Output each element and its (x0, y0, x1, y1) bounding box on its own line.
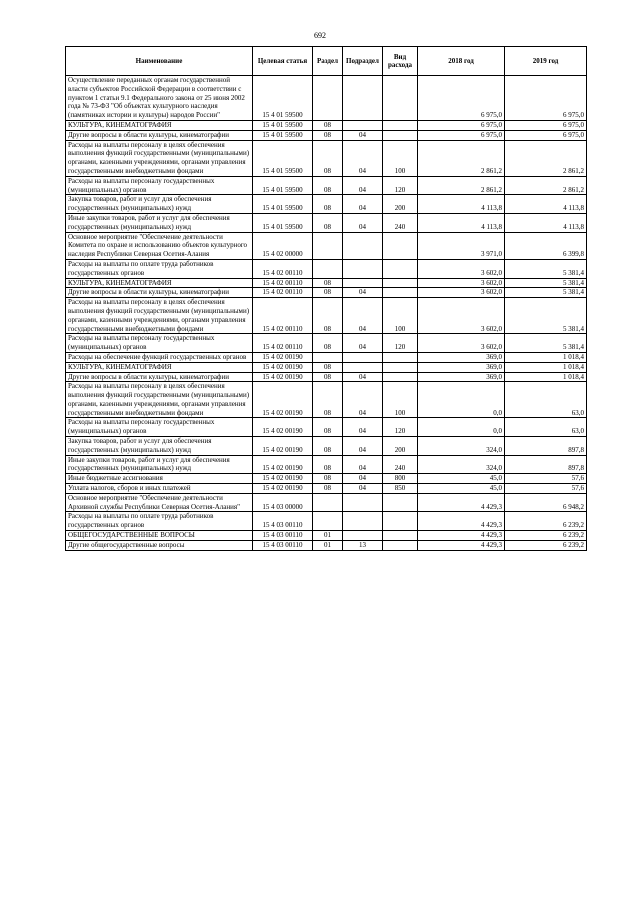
row-name: КУЛЬТУРА, КИНЕМАТОГРАФИЯ (66, 120, 253, 130)
table-row (66, 195, 587, 214)
row-subsection: 04 (343, 195, 383, 214)
row-section: 01 (313, 540, 343, 550)
row-amount-2019: 6 239,2 (505, 512, 587, 531)
row-amount-2018: 369,0 (418, 372, 505, 382)
row-section (313, 76, 343, 121)
row-name: Закупка товаров, работ и услуг для обеспечения государственных (муниципальных) нужд (66, 195, 253, 214)
row-subsection (343, 512, 383, 531)
row-target: 15 4 03 00110 (253, 540, 313, 550)
row-subsection: 04 (343, 474, 383, 484)
table-body (66, 76, 587, 551)
row-subsection: 13 (343, 540, 383, 550)
row-expense-type (383, 540, 418, 550)
row-amount-2018: 2 861,2 (418, 176, 505, 195)
row-name: Основное мероприятие "Обеспечение деятельности Комитета по охране и использованию объектов культурного наследия Республики Северная Осетия-Алания (66, 232, 253, 259)
row-name: Расходы на выплаты персоналу государственных (муниципальных) органов (66, 418, 253, 437)
row-subsection (343, 278, 383, 288)
row-expense-type (383, 259, 418, 278)
row-amount-2019: 6 948,2 (505, 493, 587, 512)
row-expense-type (383, 362, 418, 372)
row-target: 15 4 01 59500 (253, 213, 313, 232)
row-subsection: 04 (343, 418, 383, 437)
table-header-row (66, 47, 587, 76)
table-row (66, 278, 587, 288)
row-amount-2019: 6 975,0 (505, 130, 587, 140)
row-target: 15 4 02 00190 (253, 474, 313, 484)
row-expense-type (383, 76, 418, 121)
row-amount-2018: 45,0 (418, 484, 505, 494)
row-amount-2018: 4 113,8 (418, 195, 505, 214)
row-amount-2018: 4 113,8 (418, 213, 505, 232)
table-row (66, 213, 587, 232)
row-subsection: 04 (343, 484, 383, 494)
header-target: Целевая статья (253, 47, 313, 76)
row-section: 01 (313, 531, 343, 541)
row-section: 08 (313, 382, 343, 418)
row-amount-2018: 3 602,0 (418, 298, 505, 334)
row-target: 15 4 02 00190 (253, 484, 313, 494)
row-subsection: 04 (343, 176, 383, 195)
row-subsection (343, 76, 383, 121)
row-expense-type: 120 (383, 176, 418, 195)
row-expense-type (383, 352, 418, 362)
table-row (66, 176, 587, 195)
row-target: 15 4 02 00110 (253, 334, 313, 353)
row-expense-type: 100 (383, 140, 418, 176)
row-amount-2019: 897,8 (505, 437, 587, 456)
row-name: Другие вопросы в области культуры, кинематографии (66, 372, 253, 382)
row-amount-2019: 6 975,0 (505, 120, 587, 130)
row-target: 15 4 03 00110 (253, 531, 313, 541)
row-expense-type (383, 232, 418, 259)
row-name: Закупка товаров, работ и услуг для обеспечения государственных (муниципальных) нужд (66, 437, 253, 456)
row-name: Расходы на обеспечение функций государственных органов (66, 352, 253, 362)
row-amount-2019: 5 381,4 (505, 288, 587, 298)
row-expense-type: 120 (383, 418, 418, 437)
row-amount-2018: 6 975,0 (418, 130, 505, 140)
row-expense-type: 200 (383, 437, 418, 456)
row-section: 08 (313, 474, 343, 484)
row-name: Другие общегосударственные вопросы (66, 540, 253, 550)
row-section: 08 (313, 372, 343, 382)
row-amount-2018: 3 971,0 (418, 232, 505, 259)
row-name: Другие вопросы в области культуры, кинематографии (66, 288, 253, 298)
row-amount-2019: 1 018,4 (505, 372, 587, 382)
table-row (66, 493, 587, 512)
row-section (313, 512, 343, 531)
row-amount-2018: 4 429,3 (418, 531, 505, 541)
row-amount-2019: 4 113,8 (505, 195, 587, 214)
row-expense-type (383, 512, 418, 531)
row-amount-2018: 4 429,3 (418, 512, 505, 531)
row-section: 08 (313, 298, 343, 334)
row-target: 15 4 02 00110 (253, 259, 313, 278)
row-name: Расходы на выплаты по оплате труда работников государственных органов (66, 259, 253, 278)
row-name: КУЛЬТУРА, КИНЕМАТОГРАФИЯ (66, 362, 253, 372)
row-amount-2018: 3 602,0 (418, 334, 505, 353)
row-subsection: 04 (343, 140, 383, 176)
table-row (66, 362, 587, 372)
row-target: 15 4 01 59500 (253, 176, 313, 195)
header-2018: 2018 год (418, 47, 505, 76)
table-row (66, 120, 587, 130)
row-amount-2018: 4 429,3 (418, 493, 505, 512)
table-row (66, 484, 587, 494)
row-target: 15 4 02 00190 (253, 455, 313, 474)
row-amount-2019: 63,0 (505, 418, 587, 437)
row-amount-2019: 6 239,2 (505, 531, 587, 541)
row-expense-type (383, 120, 418, 130)
row-amount-2018: 324,0 (418, 455, 505, 474)
row-name: Расходы на выплаты персоналу государственных (муниципальных) органов (66, 176, 253, 195)
row-section: 08 (313, 484, 343, 494)
row-amount-2018: 6 975,0 (418, 76, 505, 121)
row-section: 08 (313, 362, 343, 372)
table-row (66, 130, 587, 140)
row-amount-2019: 57,6 (505, 474, 587, 484)
row-target: 15 4 03 00110 (253, 512, 313, 531)
row-expense-type: 120 (383, 334, 418, 353)
row-amount-2018: 0,0 (418, 418, 505, 437)
row-subsection (343, 531, 383, 541)
row-target: 15 4 03 00000 (253, 493, 313, 512)
row-section: 08 (313, 334, 343, 353)
row-section: 08 (313, 288, 343, 298)
table-row (66, 455, 587, 474)
table-row (66, 334, 587, 353)
row-target: 15 4 02 00110 (253, 278, 313, 288)
row-target: 15 4 02 00190 (253, 362, 313, 372)
row-section: 08 (313, 437, 343, 456)
row-target: 15 4 02 00190 (253, 418, 313, 437)
row-name: ОБЩЕГОСУДАРСТВЕННЫЕ ВОПРОСЫ (66, 531, 253, 541)
row-subsection (343, 120, 383, 130)
table-row (66, 531, 587, 541)
row-section: 08 (313, 195, 343, 214)
row-amount-2019: 5 381,4 (505, 278, 587, 288)
row-name: Уплата налогов, сборов и иных платежей (66, 484, 253, 494)
table-row (66, 382, 587, 418)
row-section (313, 232, 343, 259)
row-subsection: 04 (343, 372, 383, 382)
row-subsection (343, 259, 383, 278)
row-amount-2019: 5 381,4 (505, 334, 587, 353)
header-2019: 2019 год (505, 47, 587, 76)
table-row (66, 418, 587, 437)
table-row (66, 140, 587, 176)
row-expense-type: 850 (383, 484, 418, 494)
row-section: 08 (313, 418, 343, 437)
row-amount-2018: 3 602,0 (418, 278, 505, 288)
row-name: Другие вопросы в области культуры, кинематографии (66, 130, 253, 140)
row-amount-2019: 6 975,0 (505, 76, 587, 121)
row-amount-2018: 6 975,0 (418, 120, 505, 130)
header-name: Наименование (66, 47, 253, 76)
row-expense-type (383, 288, 418, 298)
row-subsection (343, 493, 383, 512)
row-amount-2018: 4 429,3 (418, 540, 505, 550)
table-row (66, 76, 587, 121)
row-section: 08 (313, 120, 343, 130)
row-name: Основное мероприятие "Обеспечение деятельности Архивной службы Республики Северная Осетия-Алания" (66, 493, 253, 512)
row-subsection: 04 (343, 298, 383, 334)
row-expense-type: 200 (383, 195, 418, 214)
row-section: 08 (313, 176, 343, 195)
row-subsection: 04 (343, 437, 383, 456)
row-amount-2018: 2 861,2 (418, 140, 505, 176)
row-target: 15 4 02 00190 (253, 382, 313, 418)
row-target: 15 4 02 00190 (253, 437, 313, 456)
row-amount-2019: 57,6 (505, 484, 587, 494)
row-amount-2019: 63,0 (505, 382, 587, 418)
row-subsection: 04 (343, 334, 383, 353)
row-amount-2019: 6 399,8 (505, 232, 587, 259)
row-name: Иные бюджетные ассигнования (66, 474, 253, 484)
row-name: КУЛЬТУРА, КИНЕМАТОГРАФИЯ (66, 278, 253, 288)
row-target: 15 4 01 59500 (253, 76, 313, 121)
row-expense-type: 240 (383, 455, 418, 474)
row-amount-2019: 2 861,2 (505, 176, 587, 195)
row-target: 15 4 02 00190 (253, 372, 313, 382)
row-section: 08 (313, 140, 343, 176)
header-subsection: Подраздел (343, 47, 383, 76)
row-expense-type: 800 (383, 474, 418, 484)
row-section: 08 (313, 455, 343, 474)
table-row (66, 512, 587, 531)
row-expense-type (383, 531, 418, 541)
table-row (66, 372, 587, 382)
row-amount-2018: 369,0 (418, 352, 505, 362)
row-amount-2018: 0,0 (418, 382, 505, 418)
row-subsection: 04 (343, 130, 383, 140)
row-section (313, 259, 343, 278)
row-amount-2019: 5 381,4 (505, 259, 587, 278)
row-subsection: 04 (343, 288, 383, 298)
table-row (66, 474, 587, 484)
row-amount-2019: 5 381,4 (505, 298, 587, 334)
row-amount-2019: 1 018,4 (505, 362, 587, 372)
row-expense-type (383, 372, 418, 382)
row-subsection (343, 352, 383, 362)
row-amount-2019: 1 018,4 (505, 352, 587, 362)
row-target: 15 4 02 00110 (253, 288, 313, 298)
budget-table (65, 46, 587, 551)
row-name: Иные закупки товаров, работ и услуг для обеспечения государственных (муниципальных) нужд (66, 213, 253, 232)
row-target: 15 4 02 00110 (253, 298, 313, 334)
row-name: Осуществление переданных органам государственной власти субъектов Российской Федерации в соответствии с пунктом 1 статьи 9.1 Федерального закона от 25 июня 2002 года № 73-ФЗ "Об объектах культурного наследия (памятниках истории и культуры) народов России" (66, 76, 253, 121)
row-target: 15 4 02 00190 (253, 352, 313, 362)
row-expense-type: 100 (383, 298, 418, 334)
header-expense-type: Вид расхода (383, 47, 418, 76)
row-amount-2019: 2 861,2 (505, 140, 587, 176)
row-expense-type: 240 (383, 213, 418, 232)
row-amount-2018: 3 602,0 (418, 259, 505, 278)
row-name: Расходы на выплаты персоналу в целях обеспечения выполнения функций государственными (муниципальными) органами, казенными учреждениями, органами управления государственными внебюджетными фондами (66, 382, 253, 418)
row-amount-2018: 3 602,0 (418, 288, 505, 298)
row-target: 15 4 01 59500 (253, 120, 313, 130)
row-amount-2018: 324,0 (418, 437, 505, 456)
table-row (66, 540, 587, 550)
table-row (66, 437, 587, 456)
row-amount-2018: 45,0 (418, 474, 505, 484)
row-name: Расходы на выплаты персоналу государственных (муниципальных) органов (66, 334, 253, 353)
table-row (66, 352, 587, 362)
row-subsection: 04 (343, 455, 383, 474)
row-target: 15 4 01 59500 (253, 130, 313, 140)
row-expense-type (383, 493, 418, 512)
row-subsection (343, 362, 383, 372)
row-expense-type (383, 130, 418, 140)
header-section: Раздел (313, 47, 343, 76)
row-amount-2019: 897,8 (505, 455, 587, 474)
row-amount-2019: 6 239,2 (505, 540, 587, 550)
row-target: 15 4 01 59500 (253, 195, 313, 214)
row-section (313, 493, 343, 512)
row-expense-type: 100 (383, 382, 418, 418)
row-subsection: 04 (343, 382, 383, 418)
row-section (313, 352, 343, 362)
row-name: Расходы на выплаты персоналу в целях обеспечения выполнения функций государственными (муниципальными) органами, казенными учреждениями, органами управления государственными внебюджетными фондами (66, 298, 253, 334)
row-target: 15 4 01 59500 (253, 140, 313, 176)
table-row (66, 298, 587, 334)
table-row (66, 288, 587, 298)
row-name: Расходы на выплаты персоналу в целях обеспечения выполнения функций государственными (муниципальными) органами, казенными учреждениями, органами управления государственными внебюджетными фондами (66, 140, 253, 176)
row-expense-type (383, 278, 418, 288)
row-amount-2018: 369,0 (418, 362, 505, 372)
row-subsection: 04 (343, 213, 383, 232)
row-section: 08 (313, 213, 343, 232)
row-section: 08 (313, 278, 343, 288)
table-row (66, 232, 587, 259)
row-target: 15 4 02 00000 (253, 232, 313, 259)
row-name: Иные закупки товаров, работ и услуг для обеспечения государственных (муниципальных) нужд (66, 455, 253, 474)
row-amount-2019: 4 113,8 (505, 213, 587, 232)
table-row (66, 259, 587, 278)
row-name: Расходы на выплаты по оплате труда работников государственных органов (66, 512, 253, 531)
row-section: 08 (313, 130, 343, 140)
row-subsection (343, 232, 383, 259)
page-number: 692 (314, 31, 326, 40)
